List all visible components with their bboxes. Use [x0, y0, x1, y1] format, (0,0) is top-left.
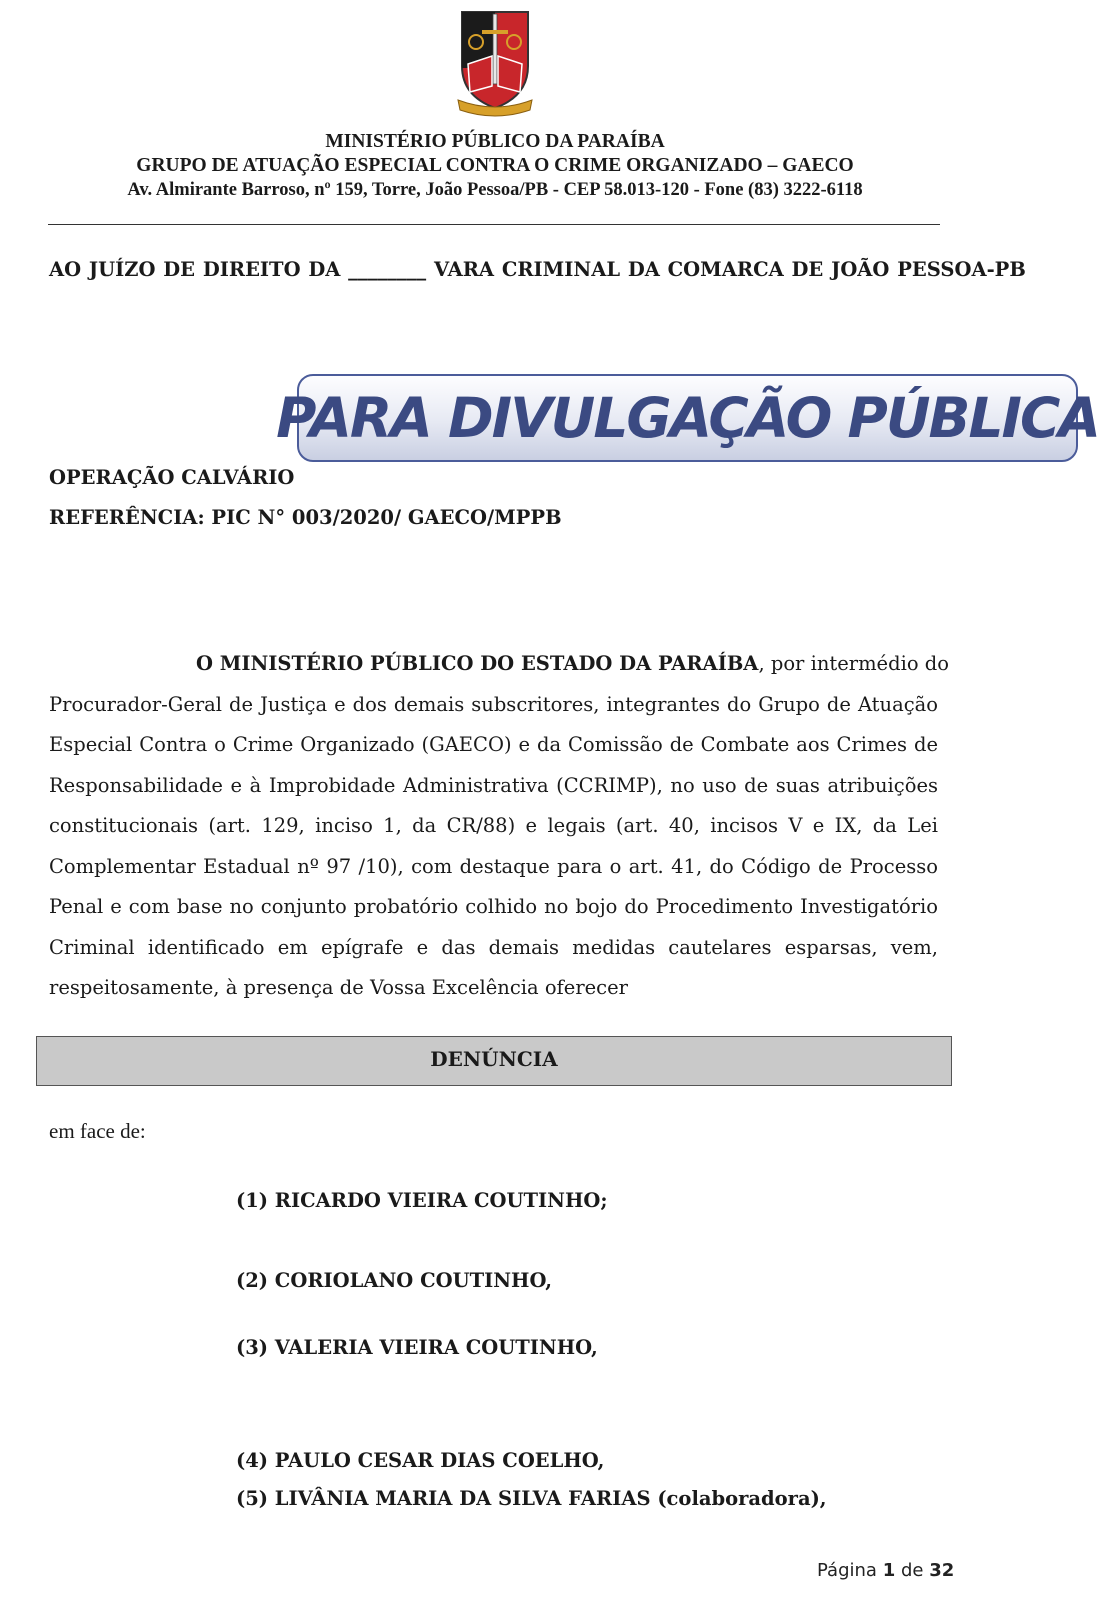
- paragraph-line: Complementar Estadual nº 97 /10), com destaque para o art. 41, do Código de Processo: [49, 854, 938, 878]
- public-disclosure-stamp: [276, 374, 1099, 462]
- defendant-item: [236, 1449, 604, 1472]
- paragraph-line: respeitosamente, à presença de Vossa Excelência oferecer: [49, 976, 628, 999]
- header-institution: MINISTÉRIO PÚBLICO DA PARAÍBA: [325, 131, 665, 152]
- lead-rest: , por intermédio do: [758, 652, 949, 675]
- mppb-logo: [456, 8, 534, 120]
- stamp-text: PARA DIVULGAÇÃO PÚBLICA: [276, 386, 1099, 450]
- paragraph-line: [49, 644, 949, 685]
- reference: REFERÊNCIA: PIC N° 003/2020/ GAECO/MPPB: [49, 506, 562, 529]
- addressee: AO JUÍZO DE DIREITO DA ________ VARA CRIMINAL DA COMARCA DE JOÃO PESSOA-PB: [49, 258, 1026, 281]
- denuncia-title: DENÚNCIA: [430, 1047, 558, 1071]
- paragraph-line: Criminal identificado em epígrafe e das demais medidas cautelares esparsas, vem,: [49, 935, 938, 959]
- operation-name: OPERAÇÃO CALVÁRIO: [49, 466, 295, 489]
- defendant-name: (2) CORIOLANO COUTINHO,: [236, 1269, 553, 1292]
- page-number: [817, 1560, 954, 1581]
- paragraph-line: Especial Contra o Crime Organizado (GAECO) e da Comissão de Combate aos Crimes de: [49, 733, 938, 756]
- paragraph-line: Penal e com base no conjunto probatório colhido no bojo do Procedimento Investigatório: [49, 895, 938, 918]
- page-of: de: [900, 1560, 924, 1581]
- denuncia-title-box: [36, 1036, 952, 1086]
- paragraph-line: Procurador-Geral de Justiça e dos demais subscritores, integrantes do Grupo de Atuação: [49, 692, 938, 716]
- page-total: 32: [929, 1560, 955, 1581]
- defendant-item: [236, 1269, 552, 1292]
- paragraph-line: constitucionais (art. 129, inciso 1, da CR/88) e legais (art. 40, incisos V e IX, da Lei: [49, 814, 938, 837]
- defendant-name: (1) RICARDO VIEIRA COUTINHO;: [236, 1189, 608, 1212]
- defendant-name: (5) LIVÂNIA MARIA DA SILVA FARIAS (colaboradora),: [236, 1487, 827, 1510]
- header-address: Av. Almirante Barroso, nº 159, Torre, João Pessoa/PB - CEP 58.013-120 - Fone (83) 3222-6118: [127, 180, 863, 200]
- header-group: GRUPO DE ATUAÇÃO ESPECIAL CONTRA O CRIME ORGANIZADO – GAECO: [136, 155, 854, 176]
- defendant-item: [236, 1487, 827, 1510]
- opening-paragraph: [49, 644, 949, 1009]
- defendant-name: (3) VALERIA VIEIRA COUTINHO,: [236, 1336, 598, 1359]
- page-prefix: Página: [817, 1560, 877, 1581]
- paragraph-line: Responsabilidade e à Improbidade Administrativa (CCRIMP), no uso de suas atribuições: [49, 773, 938, 797]
- header-divider: [48, 224, 940, 225]
- lead-bold: O MINISTÉRIO PÚBLICO DO ESTADO DA PARAÍBA: [196, 652, 759, 675]
- defendant-item: [236, 1189, 608, 1212]
- defendant-name: (4) PAULO CESAR DIAS COELHO,: [236, 1449, 605, 1472]
- defendant-item: [236, 1336, 598, 1359]
- page-current: 1: [882, 1560, 896, 1581]
- in-face-of: em face de:: [49, 1119, 146, 1143]
